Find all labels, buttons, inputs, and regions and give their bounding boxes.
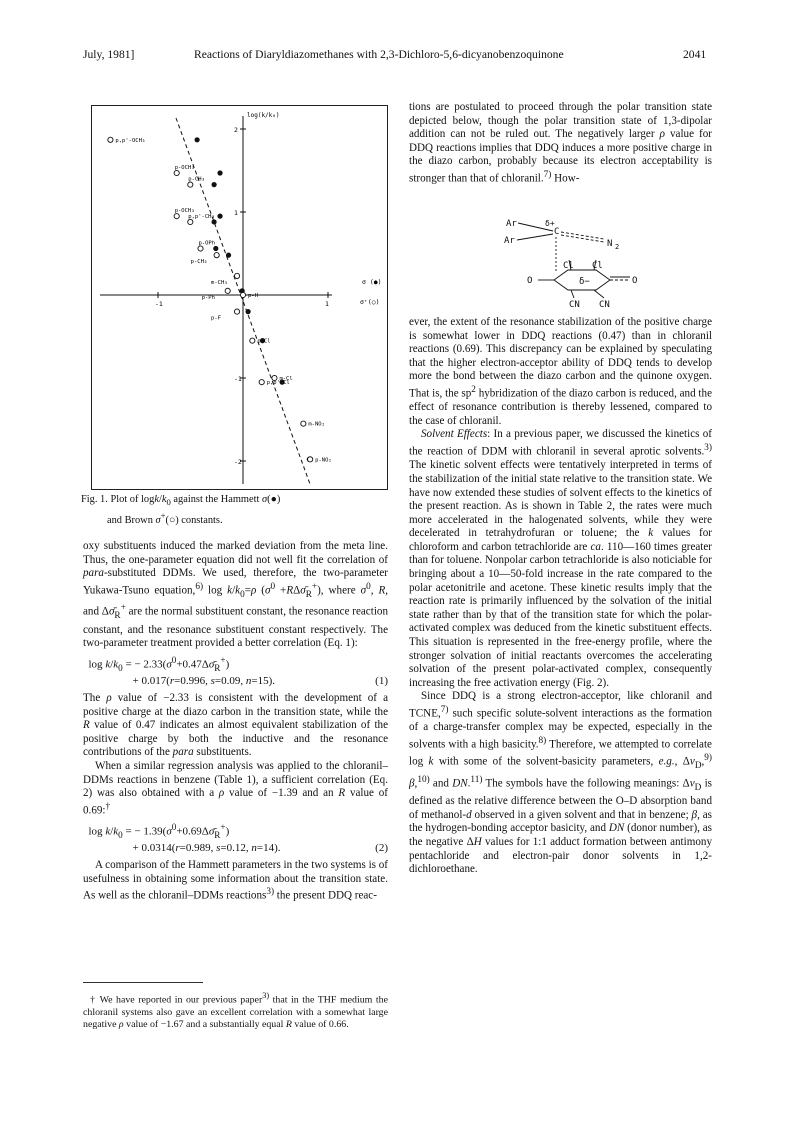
point-label: m-CH₃ (211, 279, 228, 286)
point-label: p-NO₂ (315, 457, 332, 464)
point-label: m-NO₂ (308, 421, 325, 428)
y-tick-label: 2 (234, 126, 238, 134)
svg-text:CN: CN (599, 300, 610, 310)
sigma-point (217, 214, 222, 219)
point-label: p-Ph (201, 294, 215, 301)
svg-text:Ar: Ar (506, 219, 517, 229)
figure-1 (91, 105, 388, 490)
point-label: p,p'-OCH₃ (115, 137, 146, 144)
transition-state-structure (500, 212, 650, 312)
sigma-plus-point (108, 137, 113, 142)
sigma-plus-point (174, 214, 179, 219)
x-axis-label-sigma-plus: σ⁺(○) (360, 298, 380, 306)
point-label: p-F (211, 315, 221, 322)
y-tick-label: 1 (234, 209, 238, 217)
point-label: m-Cl (279, 376, 293, 382)
left-column: oxy substituents induced the marked deviation from the meta line. Thus, the one-parameter equation did not well fit the correlation of para-substituted DDMs. We used, therefore, the two-parameter Yukawa-Tsuno equation,$^{6)}$ $\log k/k_0=\rho$ ($\sigma^0$ $+R\Delta\sigmā_R^+$), where $\sigma^0$, R, and $\Delta\sigmā_R^+$ are the normal substituent constant, the resonance reaction constant, and the resonance substituent constant respectively. The two-parameter treatment provided a better correlation (Eq. 1): $\log k/k_0$ = − $2.33(\sigma^0+0.47\Delta\sigmā_R^+)$ + 0.017(r=0.996, s=0.09, n=15). (1) The ρ value of −2.33 is consistent with the development of a positive charge at the diazo carbon in the transition state, while the R value of 0.47 indicates an almost equivalent stabilization of the positive charge by both the inductive and the resonance contributions of the para substituents. When a similar regression analysis was applied to the chloranil–DDMs reactions in benzene (Table 1), a sufficient correlation (Eq. 2) was also obtained with a ρ value of −1.39 and an R value of 0.69:† $\log k/k_0$ = − $1.39(\sigma^0+0.69\Delta\sigmā_R^+)$ + 0.0314(r=0.989, s=0.12, n=14). (2) A comparison of the Hammett parameters in the two systems is of usefulness in obtaining some information about the transition state. As well as the chloranil–DDMs reactions$^{3)}$ the present DDQ reac- (83, 540, 388, 902)
sigma-plus-point (301, 421, 306, 426)
sigma-plus-point (234, 273, 239, 278)
point-label: p-H (248, 293, 258, 299)
svg-text:O: O (632, 276, 638, 286)
sigma-point (212, 182, 217, 187)
point-label: p-OCH₃ (174, 208, 195, 215)
right-column-body: ever, the extent of the resonance stabilization of the positive charge is somewhat lower in DDQ reactions (0.47) than in chloranil reactions (0.69). This discrepancy can be explained by speculating that the higher electron-acceptor ability of DDQ tends to develop more the bond between the diazo carbon and the quinone oxygen. That is, the $sp^2$ hybridization of the diazo carbon is reduced, and the effect of resonance contribution is thereby lessened, compared to the case of chloranil. Solvent Effects: In a previous paper, we discussed the kinetics of the reaction of DDM with chloranil in several aprotic solvents.$^{3)}$ The kinetic solvent effects were tentatively interpreted in terms of the stabilization of the initial state relative to the transition state. We have now extended these studies of solvent effects to the kinetics of the present reaction. As is shown in Table 2, the rates were much more accelerated in the halogenated solvents, while they were decelerated in tetrahydrofuran or toluene; the k values for chloroform and carbon tetrachloride are ca. 110—160 times greater than for toluene. Nonpolar carbon tetrachloride is also noticiable for bringing about a 10—50-fold increase in the rate compared to the polar acetonitrile and acetone. These kinetic results imply that the reaction rate is primarily influenced by the solvation of the initial state rather than by that of the transition state for which the polar-activated complex was deduced from the kinetic substituent effects. This situation is represented in the free-energy profile, where the stronger solvation of initial reactants overcomes the accelerating solvation of the present polar-activated complex, consequently increasing the free activation energy (Fig. 2). Since DDQ is a strong electron-acceptor, like chloranil and TCNE,$^{7)}$ such specific solute-solvent interactions as the formation of a charge-transfer complex may be expected, especially in the solvents with a high basicity.$^{8)}$ Therefore, we attempted to correlate log k with some of the solvent-basicity parameters, e.g., $\Delta\nu_D,^{9)}$ β,$^{10)}$ and DN.$^{11)}$ The symbols have the following meanings: $\Delta\nu_D$ is defined as the relative difference between the O–D absorption band of methanol-d observed in a given solvent and that in benzene; β, as the hydrogen-bonding acceptor basicity, and DN (donor number), as the negative ΔH values for 1:1 adduct formation between antimony pentachloride and electron-pair donor solvents in 1,2-dichloroethane. (409, 316, 712, 876)
svg-text:δ−: δ− (579, 277, 590, 287)
sigma-plus-point (234, 309, 239, 314)
sigma-plus-point (259, 380, 264, 385)
page-number: 2041 (683, 48, 707, 61)
running-header-title: Reactions of Diaryldiazomethanes with 2,3-Dichloro-5,6-dicyanobenzoquinone (194, 48, 564, 61)
svg-text:Cl: Cl (563, 261, 574, 271)
point-labels (115, 138, 331, 464)
sigma-plus-point (198, 246, 203, 251)
right-column-top: tions are postulated to proceed through the polar transition state depicted below, though the polar transition state of 1,3-dipolar addition can not be ruled out. The negatively larger ρ value for DDQ reactions implies that DDQ induces a more positive charge in the diazo carbon, probably because its electron acceptability is stronger than that of chloranil.$^{7)}$ How- (409, 101, 712, 185)
svg-text:δ+: δ+ (545, 219, 555, 228)
svg-text:Ar: Ar (504, 236, 515, 246)
sigma-plus-point (188, 182, 193, 187)
x-axis-label-sigma: σ (●) (362, 278, 382, 286)
point-label: p-CH₃ (190, 259, 208, 266)
figure-caption: Fig. 1. Plot of logk/$k_0$ against the Hammett σ(●) and Brown σ+(○) constants. (81, 494, 281, 526)
svg-text:2: 2 (615, 243, 620, 251)
sigma-point (213, 246, 218, 251)
point-label: p,p'-Cl (266, 380, 290, 387)
x-tick-label: -1 (155, 300, 163, 308)
x-tick-label: 1 (325, 300, 329, 308)
footnote-rule (83, 982, 203, 983)
svg-text:CN: CN (569, 300, 580, 310)
point-label: p-Cl (257, 338, 271, 345)
point-label: p,p'-CH₃ (188, 213, 215, 220)
sigma-plus-point (174, 170, 179, 175)
svg-text:C: C (554, 227, 560, 237)
sigma-point (246, 309, 251, 314)
footnote: † We have reported in our previous paper$^{3)}$ that in the THF medium the chloranil systems also gave an excellent correlation with a somewhat large negative ρ value of −1.67 and a substantially equal R value of 0.66. (83, 991, 388, 1031)
sigma-plus-point (225, 288, 230, 293)
y-axis-label: log(k/k₀) (247, 112, 280, 119)
svg-text:N: N (607, 239, 613, 249)
point-label: p-OPh (198, 240, 216, 247)
sigma-point (212, 219, 217, 224)
sigma-plus-point (240, 292, 245, 297)
sigma-plus-point (188, 219, 193, 224)
y-tick-label: -2 (234, 458, 242, 466)
sigma-plus-point (308, 457, 313, 462)
sigma-point (226, 253, 231, 258)
sigma-point (217, 170, 222, 175)
sigma-plus-point (250, 338, 255, 343)
figure-1-plot (92, 106, 387, 489)
svg-text:O: O (527, 276, 533, 286)
running-header-date: July, 1981] (83, 48, 135, 61)
svg-text:Cl: Cl (592, 261, 603, 271)
y-tick-label: -1 (234, 375, 242, 383)
sigma-plus-point (214, 253, 219, 258)
point-label: p-CH₃ (188, 176, 205, 183)
point-label: p-OCH₃ (174, 164, 195, 171)
sigma-point (195, 137, 200, 142)
